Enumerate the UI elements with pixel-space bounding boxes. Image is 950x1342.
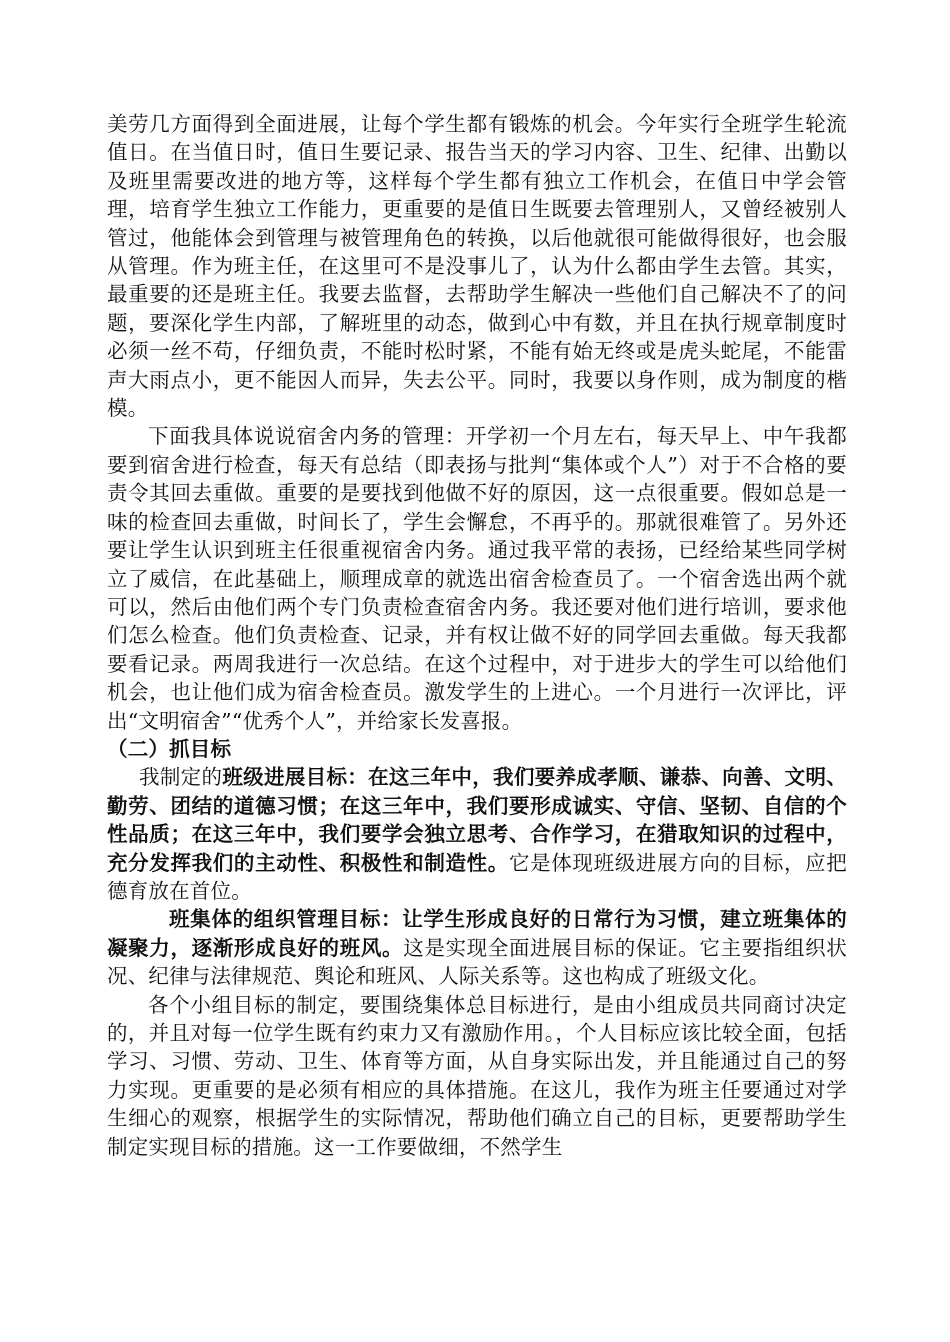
paragraph-organization-goal [107,905,847,990]
paragraph-group-goals: 各个小组目标的制定，要围绕集体总目标进行，是由小组成员共同商讨决定的，并且对每一位学生既有约束力又有激励作用。，个人目标应该比较全面，包括学习、习惯、劳动、卫生、体育等方面，从自身实际出发，并且能通过自己的努力实现。更重要的是必须有相应的具体措施。在这儿，我作为班主任要通过对学生细心的观察，根据学生的实际情况，帮助他们确立自己的目标，更要帮助学生制定实现目标的措施。这一工作要做细，不然学生 [107,992,847,1159]
paragraph-tail-text: 它是体现班级进展方向的目标，应把德育放在首位。 [107,850,847,903]
organization-goal-tail-text: 这是实现全面进展目标的保证。它主要指组织状况、纪律与法律规范、舆论和班风、人际关系等。这也构成了班级文化。 [107,935,847,989]
document-body [107,110,847,1161]
section-heading-goals: （二）抓目标 [107,736,232,761]
class-development-goal-text: 班级进展目标：在这三年中，我们要养成孝顺、谦恭、向善、文明、勤劳、团结的道德习惯；在这三年中，我们要形成诚实、守信、坚韧、自信的个性品质；在这三年中，我们要学会独立思考、合作学习，在猎取知识的过程中，充分发挥我们的主动性、积极性和制造性。 [107,765,847,875]
paragraph-lead-text: 我制定的 [139,765,223,790]
paragraph-dormitory-management: 下面我具体说说宿舍内务的管理：开学初一个月左右，每天早上、中午我都要到宿舍进行检查，每天有总结（即表扬与批判“集体或个人”）对于不合格的要责令其回去重做。重要的是要找到他做不好的原因，这一点很重要。假如总是一味的检查回去重做，时间长了，学生会懈怠，不再乎的。那就很难管了。另外还要让学生认识到班主任很重视宿舍内务。通过我平常的表扬，已经给某些同学树立了威信，在此基础上，顺理成章的就选出宿舍检查员了。一个宿舍选出两个就可以，然后由他们两个专门负责检查宿舍内务。我还要对他们进行培训，要求他们怎么检查。他们负责检查、记录，并有权让做不好的同学回去重做。每天我都要看记录。两周我进行一次总结。在这个过程中，对于进步大的学生可以给他们机会，也让他们成为宿舍检查员。激发学生的上进心。一个月进行一次评比，评出“文明宿舍”“优秀个人”，并给家长发喜报。 [107,424,847,733]
paragraph-class-duty: 美劳几方面得到全面进展，让每个学生都有锻炼的机会。今年实行全班学生轮流值日。在当值日时，值日生要记录、报告当天的学习内容、卫生、纪律、出勤以及班里需要改进的地方等，这样每个学生都有独立工作机会，在值日中学会管理，培育学生独立工作能力，更重要的是值日生既要去管理别人，又曾经被别人管过，他能体会到管理与被管理角色的转换，以后他就很可能做得很好，也会服从管理。作为班主任，在这里可不是没事儿了，认为什么都由学生去管。其实，最重要的还是班主任。我要去监督，去帮助学生解决一些他们自己解决不了的问题，要深化学生内部，了解班里的动态，做到心中有数，并且在执行规章制度时必须一丝不苟，仔细负责，不能时松时紧，不能有始无终或是虎头蛇尾，不能雷声大雨点小，更不能因人而异，失去公平。同时，我要以身作则，成为制度的楷模。 [107,112,847,421]
paragraph-class-development-goal [107,763,847,905]
organization-goal-text: 班集体的组织管理目标：让学生形成良好的日常行为习惯，建立班集体的凝聚力，逐渐形成良好的班风。 [107,907,847,960]
